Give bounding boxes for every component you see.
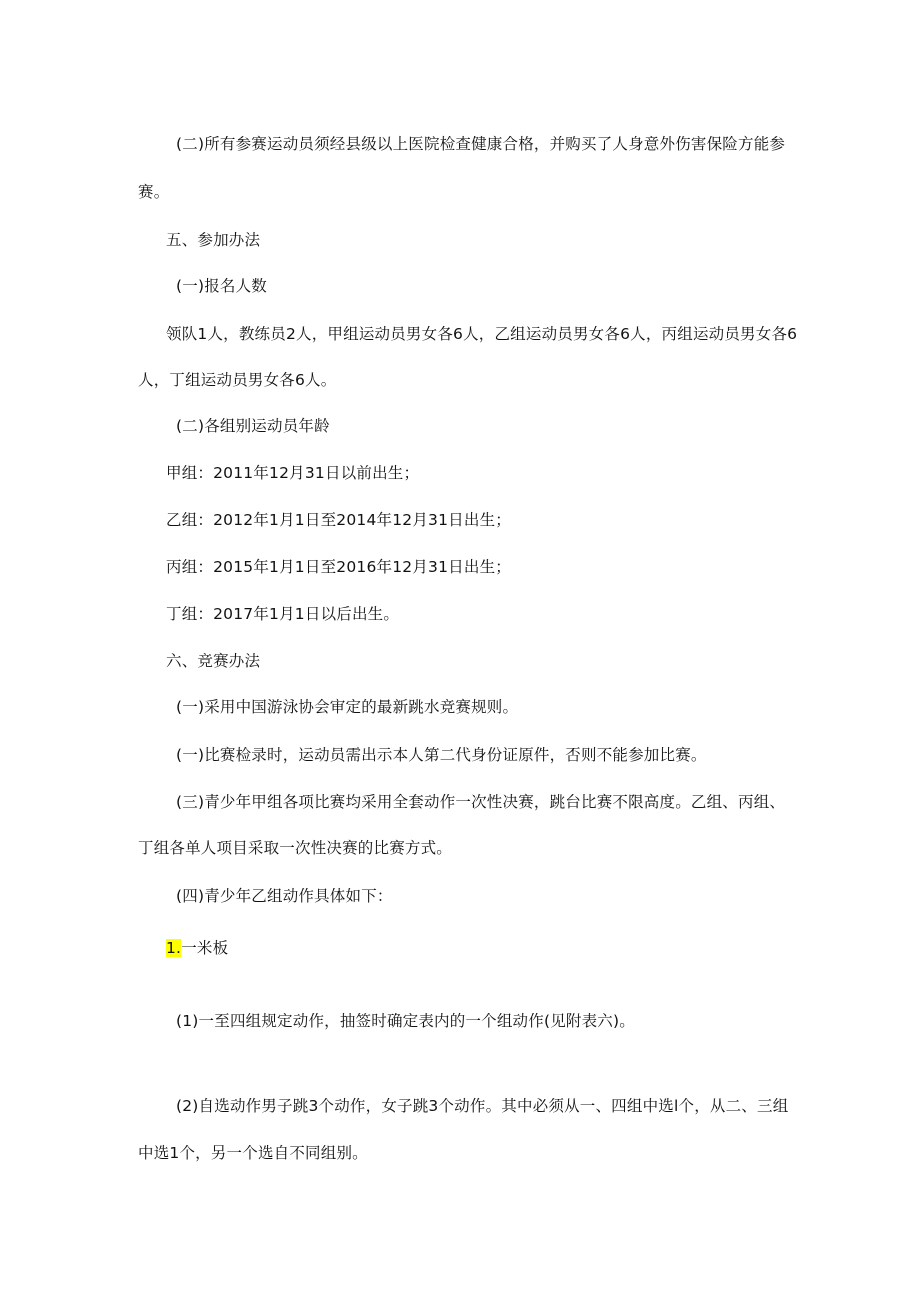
age-group-d: 丁组：2017年1月1日以后出生。	[166, 605, 400, 623]
rule-item-4: (四)青少年乙组动作具体如下：	[176, 887, 393, 905]
sub-item-optional: (2)自选动作男子跳3个动作，女子跳3个动作。其中必须从一、四组中选l个，从二、三组	[176, 1097, 789, 1115]
paragraph-team-size: 领队1人，教练员2人，甲组运动员男女各6人，乙组运动员男女各6人，丙组运动员男女各6	[166, 325, 798, 343]
rule-item-3: (三)青少年甲组各项比赛均采用全套动作一次性决赛，跳台比赛不限高度。乙组、丙组、	[176, 793, 786, 811]
rule-item-3-cont: 丁组各单人项目采取一次性决赛的比赛方式。	[138, 839, 453, 857]
age-group-c: 丙组：2015年1月1日至2016年12月31日出生；	[166, 558, 511, 576]
sub-item-compulsory: (1)一至四组规定动作，抽签时确定表内的一个组动作(见附表六)。	[176, 1012, 635, 1030]
paragraph-health-requirement: (二)所有参赛运动员须经县级以上医院检查健康合格，并购买了人身意外伤害保险方能参	[176, 135, 786, 153]
section-heading-participation: 五、参加办法	[166, 231, 261, 249]
sub-item-optional-cont: 中选1个，另一个选自不同组别。	[138, 1144, 368, 1162]
age-group-b: 乙组：2012年1月1日至2014年12月31日出生；	[166, 511, 511, 529]
paragraph-team-size-cont: 人，丁组运动员男女各6人。	[138, 371, 337, 389]
rule-item-2: (一)比赛检录时，运动员需出示本人第二代身份证原件，否则不能参加比赛。	[176, 746, 707, 764]
rule-item-1: (一)采用中国游泳协会审定的最新跳水竞赛规则。	[176, 698, 519, 716]
section-heading-competition: 六、竞赛办法	[166, 652, 261, 670]
item-number-highlight: 1.	[166, 939, 182, 957]
subheading-age-groups: (二)各组别运动员年龄	[176, 417, 330, 435]
age-group-a: 甲组：2011年12月31日以前出生；	[166, 464, 420, 482]
subheading-registration-count: (一)报名人数	[176, 277, 267, 295]
paragraph-health-requirement-cont: 赛。	[138, 183, 170, 201]
list-item-one-meter	[166, 938, 228, 958]
item-label: 一米板	[181, 939, 229, 957]
